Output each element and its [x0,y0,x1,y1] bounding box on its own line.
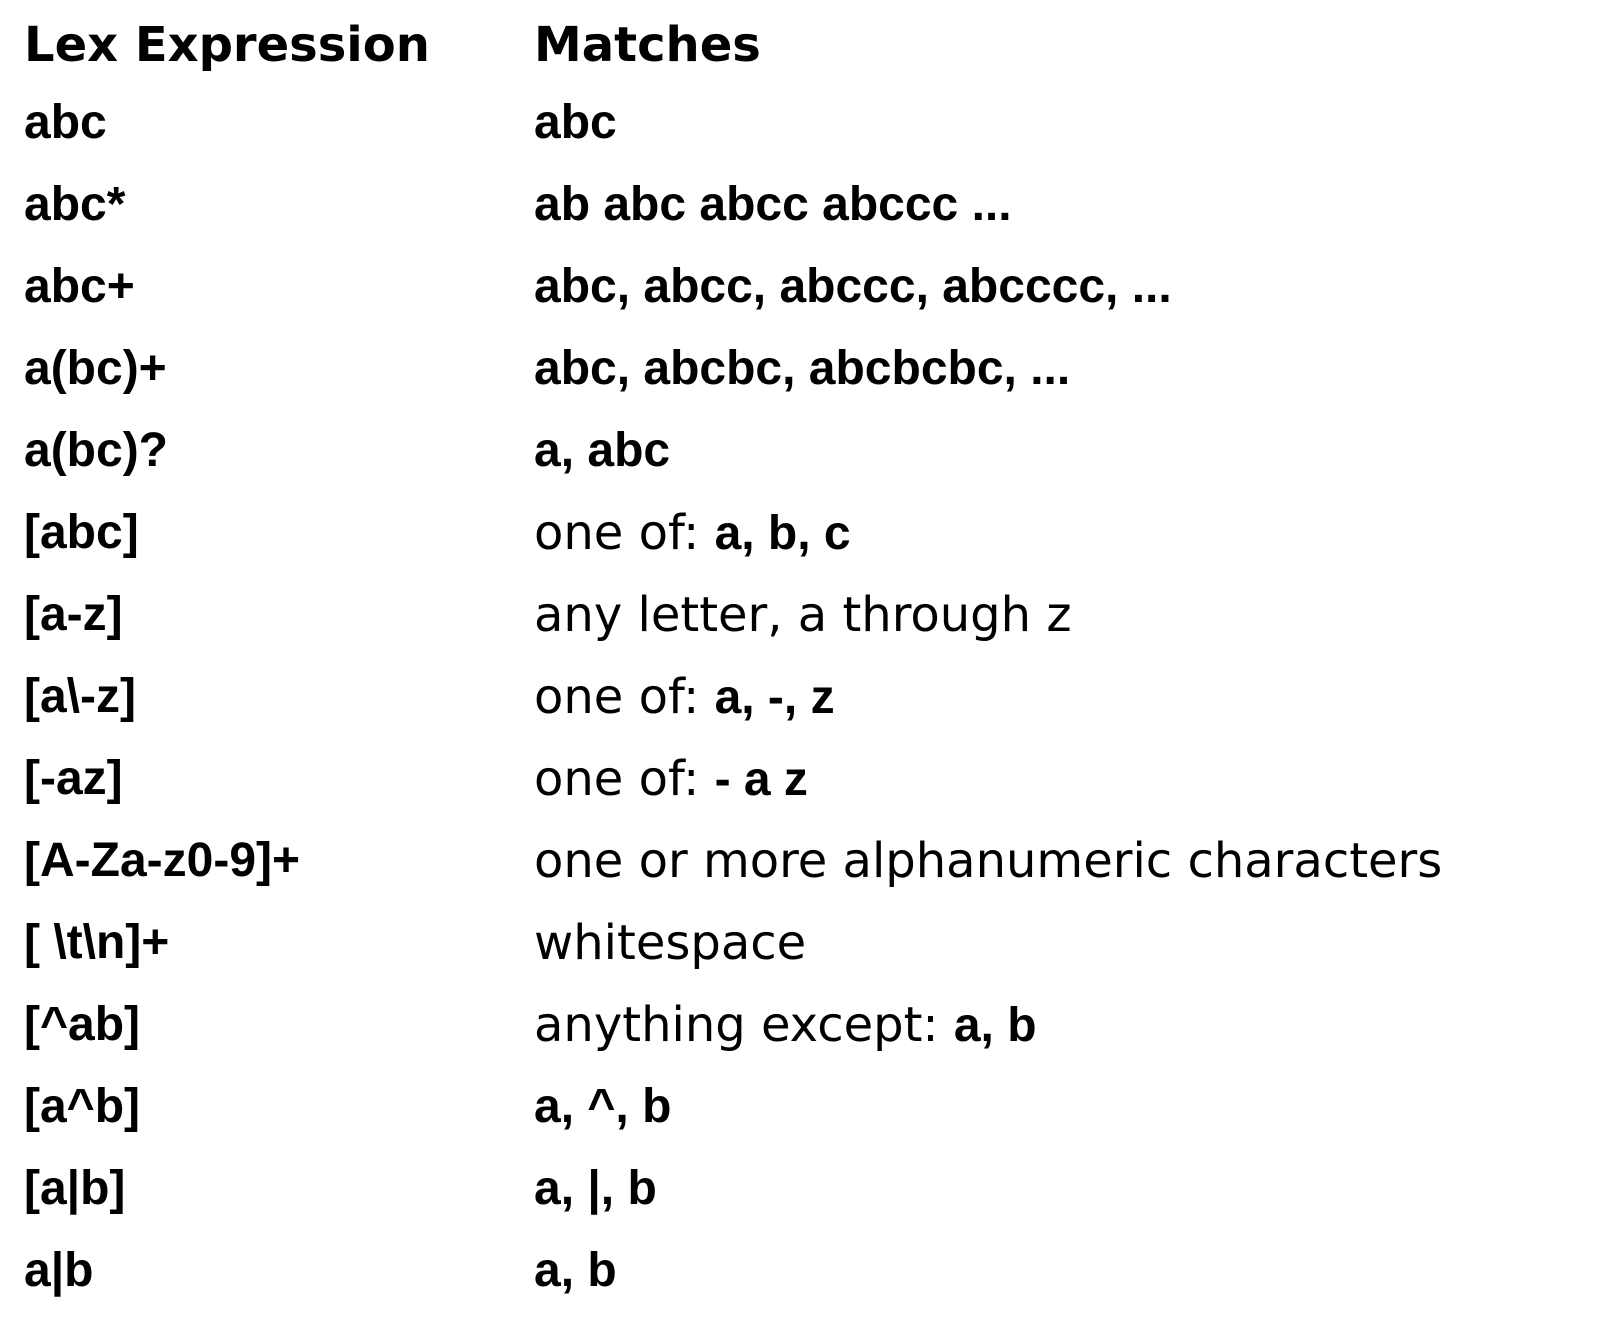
lex-expression-cell: abc [24,96,107,149]
lex-expression-cell: [-az] [24,752,123,805]
lex-expression-cell: abc+ [24,260,135,313]
matches-cell [534,912,806,975]
table-row [24,912,1584,994]
matches-description: one or more alphanumeric characters [534,833,1443,889]
table-body [24,92,1584,1322]
table-row [24,1158,1584,1240]
table-row [24,1240,1584,1322]
matches-cell [534,1076,671,1138]
matches-cell [534,748,808,811]
lex-expression-cell: [^ab] [24,998,141,1051]
matches-cell [534,338,1070,400]
matches-cell [534,420,670,482]
matches-cell [534,256,1172,318]
table-row [24,666,1584,748]
matches-example: a, |, b [534,1162,657,1215]
matches-example: a, -, z [714,671,835,724]
matches-cell [534,994,1037,1057]
lex-expression-cell: a(bc)? [24,424,168,477]
header-lex-expression: Lex Expression [24,17,430,73]
matches-example: a, b, c [714,507,851,560]
matches-description: any letter, a through z [534,587,1072,643]
matches-description: one of: [534,505,715,561]
matches-description: whitespace [534,915,807,971]
lex-expression-cell: [ \t\n]+ [24,916,170,969]
matches-cell [534,830,1442,893]
lex-expression-cell: a|b [24,1244,94,1297]
matches-cell [534,1158,657,1220]
lex-expression-cell: [abc] [24,506,139,559]
table-row [24,502,1584,584]
lex-expression-cell: [a-z] [24,588,123,641]
table-row [24,174,1584,256]
lex-expression-cell: [a|b] [24,1162,126,1215]
matches-example: a, ^, b [534,1080,672,1133]
matches-example: abc, abcbc, abcbcbc, ... [534,342,1071,395]
matches-cell [534,584,1072,647]
matches-example: abc, abcc, abccc, abcccc, ... [534,260,1172,313]
matches-example: - a z [714,753,808,806]
matches-cell [534,92,617,154]
header-matches: Matches [534,17,761,73]
table-row [24,584,1584,666]
table-row [24,420,1584,502]
table-row [24,994,1584,1076]
table-row [24,256,1584,338]
table-row [24,748,1584,830]
matches-example: abc [534,96,617,149]
lex-expression-table [24,14,1584,1322]
matches-description: one of: [534,669,715,725]
matches-example: ab abc abcc abccc ... [534,178,1012,231]
lex-expression-cell: abc* [24,178,126,231]
lex-expression-cell: a(bc)+ [24,342,167,395]
matches-example: a, b [534,1244,617,1297]
table-row [24,1076,1584,1158]
table-header-row [24,14,1584,92]
matches-cell [534,666,835,729]
matches-description: anything except: [534,997,954,1053]
table-row [24,830,1584,912]
matches-cell [534,502,851,565]
table-row [24,92,1584,174]
lex-expression-cell: [A-Za-z0-9]+ [24,834,301,887]
matches-cell [534,174,1012,236]
matches-description: one of: [534,751,715,807]
lex-expression-cell: [a^b] [24,1080,141,1133]
matches-cell [534,1240,617,1302]
matches-example: a, abc [534,424,671,477]
table-row [24,338,1584,420]
lex-expression-cell: [a\-z] [24,670,136,723]
matches-example: a, b [953,999,1037,1052]
